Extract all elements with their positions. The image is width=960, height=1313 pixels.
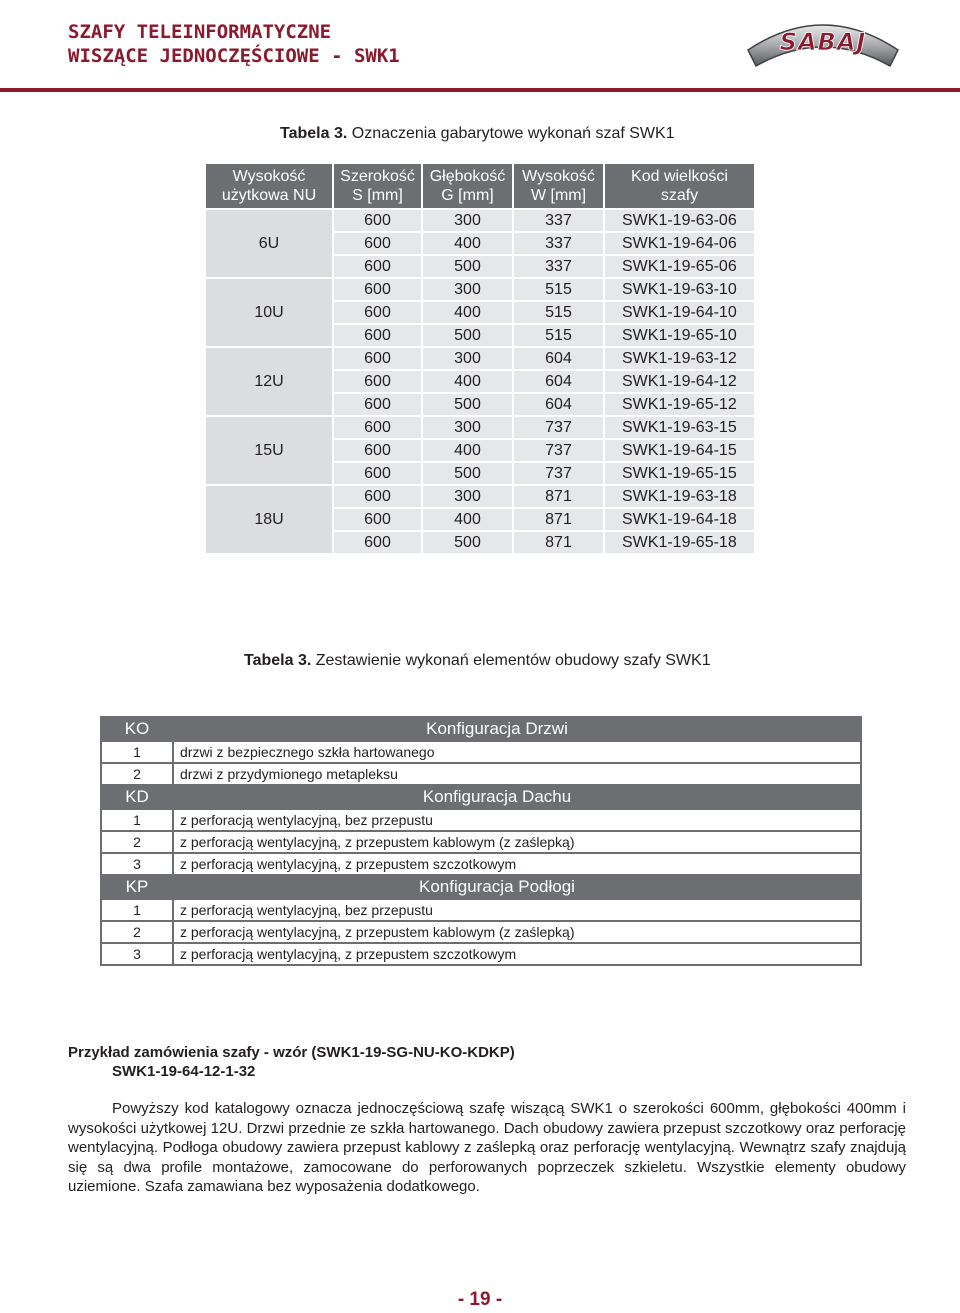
dimension-cell: 600: [333, 301, 422, 324]
dimension-cell: 600: [333, 209, 422, 232]
table-row: [101, 921, 861, 943]
table-row: [101, 809, 861, 831]
dimension-cell: 300: [422, 485, 513, 508]
dimension-cell: 300: [422, 347, 513, 370]
section-code: KD: [101, 785, 173, 809]
size-code-cell: SWK1-19-65-10: [604, 324, 755, 347]
table-row: [205, 278, 755, 301]
option-description: drzwi z przydymionego metapleksu: [173, 763, 861, 785]
option-description: z perforacją wentylacyjną, z przepustem szczotkowym: [173, 943, 861, 965]
section-title: Konfiguracja Drzwi: [173, 717, 861, 741]
option-description: z perforacją wentylacyjną, z przepustem szczotkowym: [173, 853, 861, 875]
option-code: 3: [101, 853, 173, 875]
dimension-cell: 500: [422, 531, 513, 554]
table-row: [101, 741, 861, 763]
dimension-cell: 604: [513, 347, 604, 370]
dimensions-table: [204, 162, 756, 555]
dimensions-table-header: [205, 163, 755, 209]
dimension-cell: 737: [513, 416, 604, 439]
dimension-cell: 400: [422, 370, 513, 393]
section-header-row: [101, 785, 861, 809]
size-code-cell: SWK1-19-63-18: [604, 485, 755, 508]
dimension-cell: 600: [333, 370, 422, 393]
dimension-cell: 871: [513, 508, 604, 531]
table-row: [101, 943, 861, 965]
size-code-cell: SWK1-19-65-12: [604, 393, 755, 416]
option-description: z perforacją wentylacyjną, bez przepustu: [173, 809, 861, 831]
option-code: 1: [101, 741, 173, 763]
column-header-line: W [mm]: [530, 187, 587, 204]
header-title-line2: WISZĄCE JEDNOCZĘŚCIOWE - SWK1: [68, 45, 400, 67]
header-rule: [0, 88, 960, 92]
option-description: z perforacją wentylacyjną, bez przepustu: [173, 899, 861, 921]
section-title: Konfiguracja Dachu: [173, 785, 861, 809]
size-code-cell: SWK1-19-64-18: [604, 508, 755, 531]
height-nu-cell: 12U: [205, 347, 333, 416]
dimension-cell: 600: [333, 232, 422, 255]
option-code: 1: [101, 809, 173, 831]
dimension-cell: 500: [422, 255, 513, 278]
column-header-line: Kod wielkości: [631, 168, 728, 185]
dimension-cell: 400: [422, 508, 513, 531]
column-header-line: użytkowa NU: [221, 187, 317, 204]
page-number: - 19 -: [457, 1289, 503, 1310]
dimension-cell: 600: [333, 278, 422, 301]
option-code: 2: [101, 763, 173, 785]
section-code: KP: [101, 875, 173, 899]
dimension-cell: 600: [333, 485, 422, 508]
size-code-cell: SWK1-19-63-06: [604, 209, 755, 232]
dimension-cell: 300: [422, 416, 513, 439]
dimension-cell: 600: [333, 439, 422, 462]
dimension-cell: 515: [513, 301, 604, 324]
dimension-cell: 400: [422, 301, 513, 324]
dimension-cell: 871: [513, 485, 604, 508]
dimension-cell: 600: [333, 347, 422, 370]
header-title: [68, 20, 400, 68]
dimension-cell: 604: [513, 370, 604, 393]
column-header-line: Wysokość: [522, 168, 595, 185]
dimension-cell: 600: [333, 324, 422, 347]
header-title-line1: SZAFY TELEINFORMATYCZNE: [68, 21, 332, 43]
size-code-cell: SWK1-19-63-15: [604, 416, 755, 439]
size-code-cell: SWK1-19-65-06: [604, 255, 755, 278]
order-example-title: Przykład zamówienia szafy - wzór (SWK1-19-SG-NU-KO-KDKP): [68, 1044, 515, 1061]
column-header: [205, 163, 333, 209]
section-header-row: [101, 875, 861, 899]
dimension-cell: 600: [333, 462, 422, 485]
dimension-cell: 400: [422, 439, 513, 462]
option-description: z perforacją wentylacyjną, z przepustem kablowym (z zaślepką): [173, 921, 861, 943]
order-example-code: SWK1-19-64-12-1-32: [112, 1063, 256, 1080]
column-header: [333, 163, 422, 209]
size-code-cell: SWK1-19-65-15: [604, 462, 755, 485]
dimension-cell: 400: [422, 232, 513, 255]
table-row: [101, 899, 861, 921]
table-row: [205, 209, 755, 232]
dimension-cell: 600: [333, 255, 422, 278]
table-row: [101, 853, 861, 875]
dimension-cell: 337: [513, 209, 604, 232]
sabaj-logo: [738, 6, 908, 78]
dimension-cell: 515: [513, 278, 604, 301]
svg-text:SABAJ: SABAJ: [779, 28, 867, 56]
size-code-cell: SWK1-19-63-10: [604, 278, 755, 301]
height-nu-cell: 6U: [205, 209, 333, 278]
order-example-description: Powyższy kod katalogowy oznacza jednoczęściową szafę wiszącą SWK1 o szerokości 600mm, głębokości 400mm i wysokości użytkowej 12U. Drzwi przednie ze szkła hartowanego. Dach obudowy zawiera przepust szczotkowy oraz perforację wentylacyjną. Podłoga obudowy zawiera przepust kablowy z zaślepką oraz perforację wentylacyjną. Wewnątrz szafy znajdują się są dwa profile montażowe, zamocowane do perforowanych poprzeczek szkieletu. Wszystkie elementy obudowy uziemione. Szafa zamawiana bez wyposażenia dodatkowego.: [68, 1100, 906, 1195]
dimension-cell: 871: [513, 531, 604, 554]
option-code: 3: [101, 943, 173, 965]
section-header-row: [101, 717, 861, 741]
column-header: [513, 163, 604, 209]
section-code: KO: [101, 717, 173, 741]
column-header: [604, 163, 755, 209]
size-code-cell: SWK1-19-65-18: [604, 531, 755, 554]
option-code: 2: [101, 921, 173, 943]
column-header-line: G [mm]: [441, 187, 494, 204]
dimension-cell: 600: [333, 508, 422, 531]
option-code: 2: [101, 831, 173, 853]
dimension-cell: 500: [422, 393, 513, 416]
dimension-cell: 600: [333, 416, 422, 439]
column-header-line: Szerokość: [340, 168, 415, 185]
configuration-table: [100, 716, 862, 966]
option-description: drzwi z bezpiecznego szkła hartowanego: [173, 741, 861, 763]
dimension-cell: 500: [422, 324, 513, 347]
table-row: [101, 763, 861, 785]
table-row: [101, 831, 861, 853]
size-code-cell: SWK1-19-63-12: [604, 347, 755, 370]
dimension-cell: 600: [333, 531, 422, 554]
dimension-cell: 515: [513, 324, 604, 347]
height-nu-cell: 18U: [205, 485, 333, 554]
dimension-cell: 737: [513, 439, 604, 462]
dimension-cell: 300: [422, 278, 513, 301]
column-header-line: Głębokość: [429, 168, 506, 185]
dimension-cell: 500: [422, 462, 513, 485]
height-nu-cell: 15U: [205, 416, 333, 485]
option-code: 1: [101, 899, 173, 921]
column-header-line: szafy: [660, 187, 699, 204]
size-code-cell: SWK1-19-64-06: [604, 232, 755, 255]
option-description: z perforacją wentylacyjną, z przepustem kablowym (z zaślepką): [173, 831, 861, 853]
dimension-cell: 337: [513, 232, 604, 255]
size-code-cell: SWK1-19-64-12: [604, 370, 755, 393]
column-header-line: Wysokość: [232, 168, 306, 185]
size-code-cell: SWK1-19-64-15: [604, 439, 755, 462]
table-row: [205, 347, 755, 370]
section-title: Konfiguracja Podłogi: [173, 875, 861, 899]
table-row: [205, 416, 755, 439]
column-header-line: S [mm]: [352, 187, 403, 204]
size-code-cell: SWK1-19-64-10: [604, 301, 755, 324]
column-header: [422, 163, 513, 209]
table2-caption: Tabela 3. Zestawienie wykonań elementów obudowy szafy SWK1: [244, 652, 711, 669]
dimension-cell: 337: [513, 255, 604, 278]
dimension-cell: 604: [513, 393, 604, 416]
dimension-cell: 600: [333, 393, 422, 416]
dimension-cell: 300: [422, 209, 513, 232]
height-nu-cell: 10U: [205, 278, 333, 347]
table1-caption: Tabela 3. Oznaczenia gabarytowe wykonań szaf SWK1: [280, 125, 675, 142]
table-row: [205, 485, 755, 508]
dimension-cell: 737: [513, 462, 604, 485]
